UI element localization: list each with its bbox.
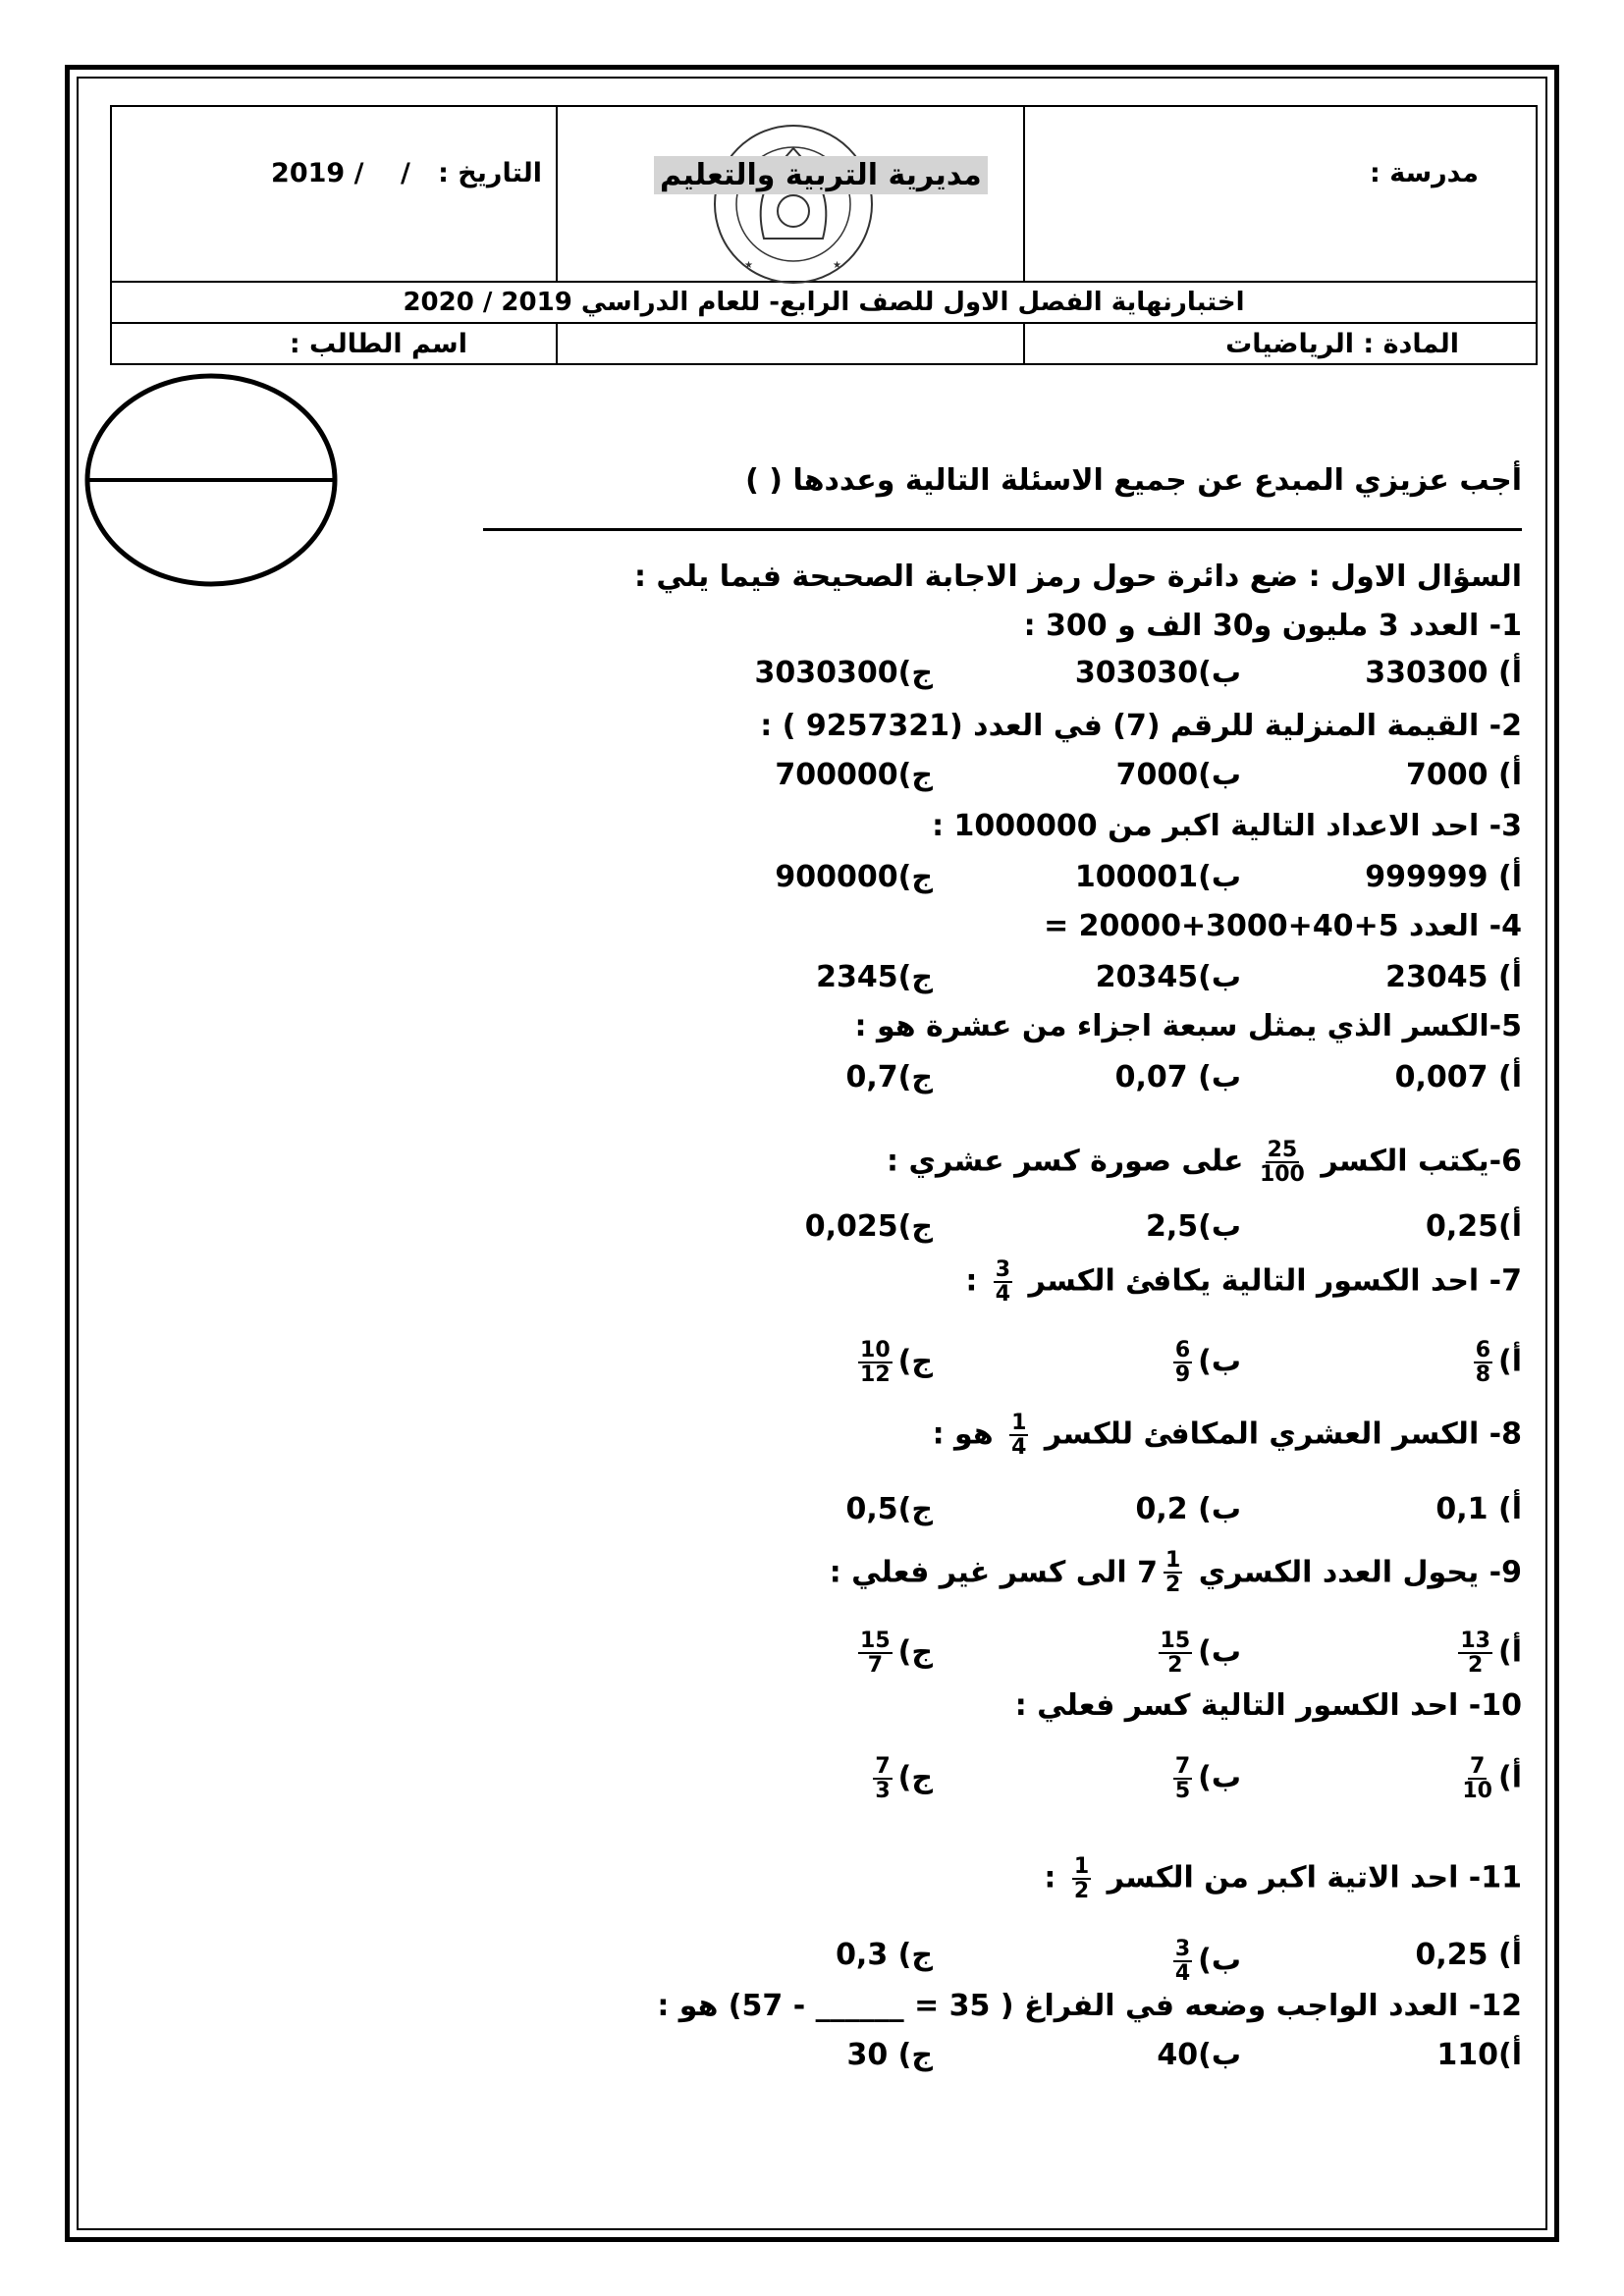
directorate-label: مديرية التربية والتعليم — [654, 156, 988, 194]
option-b[interactable] — [1167, 1938, 1241, 1985]
option-c[interactable] — [852, 1629, 933, 1677]
numerator: 1 — [1073, 1854, 1090, 1879]
question-stem-3: 3- احد الاعداد التالية اكبر من 1000000 : — [932, 809, 1522, 843]
option-fraction — [1173, 1938, 1192, 1985]
option-b[interactable]: ب) 0,07 — [1114, 1060, 1241, 1095]
directorate-cell — [557, 106, 1024, 282]
stem-text: 11- احد الاتية اكبر من الكسر — [1107, 1860, 1522, 1896]
option-c[interactable]: ج)0,025 — [804, 1209, 933, 1244]
options-row-11 — [717, 1937, 1522, 1987]
stem-text: : — [965, 1263, 978, 1299]
denominator: 2 — [1167, 1653, 1183, 1679]
numerator: 13 — [1460, 1629, 1490, 1653]
denominator: 100 — [1259, 1162, 1305, 1188]
option-prefix: ب) — [1198, 1943, 1241, 1978]
denominator: 2 — [1468, 1653, 1484, 1679]
option-b[interactable] — [1167, 1339, 1241, 1386]
option-a[interactable]: أ) 23045 — [1385, 960, 1522, 994]
option-fraction — [1462, 1755, 1492, 1802]
option-c[interactable] — [867, 1755, 933, 1802]
exam-header-table — [110, 105, 1538, 365]
option-a[interactable]: أ) 0,25 — [1415, 1938, 1522, 1972]
section-title: السؤال الاول : ضع دائرة حول رمز الاجابة الصحيحة فيما يلي : — [633, 560, 1522, 594]
school-label: مدرسة : — [1370, 158, 1479, 188]
question-stem-1: 1- العدد 3 مليون و30 الف و 300 : — [1023, 609, 1522, 643]
exam-title: اختبارنهاية الفصل الاول للصف الرابع- للعام الدراسي 2019 / 2020 — [111, 282, 1537, 323]
mixed-number — [1137, 1549, 1188, 1596]
option-c[interactable]: ج)2345 — [816, 960, 933, 994]
date-cell — [111, 106, 557, 282]
svg-text:★: ★ — [744, 260, 753, 271]
option-a[interactable] — [1468, 1339, 1522, 1386]
question-stem-6 — [887, 1139, 1522, 1186]
stem-text: 8- الكسر العشري المكافئ للكسر — [1044, 1416, 1522, 1452]
numerator: 7 — [875, 1754, 891, 1779]
question-stem-12: 12- العدد الواجب وضعه في الفراغ ( 35 = ______ - 57) هو : — [657, 1989, 1522, 2023]
question-stem-9 — [830, 1549, 1522, 1596]
option-fraction — [1173, 1339, 1192, 1386]
svg-text:★: ★ — [833, 260, 841, 271]
options-row-6 — [717, 1209, 1522, 1251]
question-stem-10: 10- احد الكسور التالية كسر فعلي : — [1014, 1688, 1522, 1723]
instructions: أجب عزيزي المبدع عن جميع الاسئلة التالية وعددها ( ) — [745, 463, 1522, 498]
numerator: 15 — [860, 1629, 891, 1653]
option-prefix: ج) — [897, 1760, 933, 1795]
option-fraction — [1159, 1629, 1193, 1677]
numerator: 3 — [1174, 1937, 1191, 1961]
option-prefix: ب) — [1198, 1634, 1241, 1670]
option-b[interactable]: ب)303030 — [1074, 656, 1241, 690]
numerator: 10 — [860, 1338, 891, 1362]
option-prefix: ب) — [1198, 1344, 1241, 1379]
option-c[interactable]: ج)0,5 — [845, 1492, 933, 1526]
option-a[interactable]: أ) 999999 — [1365, 860, 1522, 894]
option-a[interactable] — [1452, 1629, 1522, 1677]
option-fraction — [858, 1339, 893, 1386]
options-row-4 — [717, 960, 1522, 1001]
numerator: 15 — [1160, 1629, 1191, 1653]
numerator: 6 — [1475, 1338, 1490, 1362]
options-row-12 — [717, 2038, 1522, 2079]
options-row-8 — [717, 1492, 1522, 1533]
question-stem-2: 2- القيمة المنزلية للرقم (7) في العدد (9257321 ) : — [760, 709, 1522, 743]
options-row-1 — [717, 656, 1522, 697]
denominator: 10 — [1462, 1779, 1492, 1804]
option-fraction — [873, 1755, 892, 1802]
denominator: 5 — [1174, 1779, 1191, 1804]
option-prefix: أ) — [1498, 1634, 1522, 1670]
option-fraction — [1458, 1629, 1492, 1677]
option-c[interactable]: ج)900000 — [775, 860, 933, 894]
option-b[interactable]: ب)20345 — [1095, 960, 1241, 994]
denominator: 4 — [995, 1282, 1011, 1308]
option-a[interactable]: أ) 7000 — [1406, 758, 1522, 792]
option-a[interactable]: أ) 0,1 — [1435, 1492, 1522, 1526]
denominator: 8 — [1475, 1362, 1490, 1388]
option-prefix: ج) — [897, 1344, 933, 1379]
denominator: 2 — [1073, 1879, 1090, 1904]
option-fraction — [1474, 1339, 1492, 1386]
denominator: 2 — [1164, 1573, 1181, 1598]
question-stem-8 — [933, 1412, 1522, 1459]
question-stem-7 — [965, 1258, 1522, 1306]
denominator: 12 — [860, 1362, 891, 1388]
denominator: 9 — [1174, 1362, 1191, 1388]
score-circle — [84, 373, 338, 587]
numerator: 1 — [1011, 1411, 1027, 1435]
option-fraction — [858, 1629, 893, 1677]
option-prefix: ب) — [1198, 1760, 1241, 1795]
stem-text: 9- يحول العدد الكسري — [1198, 1555, 1522, 1590]
stem-fraction — [1164, 1549, 1182, 1596]
option-a[interactable]: أ)0,25 — [1425, 1209, 1522, 1244]
option-c[interactable] — [852, 1339, 933, 1386]
option-a[interactable] — [1456, 1755, 1522, 1802]
question-stem-11 — [1044, 1855, 1522, 1902]
date-label: التاريخ : / / 2019 — [271, 158, 542, 188]
option-prefix: أ) — [1498, 1760, 1522, 1795]
numerator: 25 — [1267, 1138, 1298, 1162]
denominator: 7 — [867, 1653, 883, 1679]
option-b[interactable]: ب)2,5 — [1145, 1209, 1241, 1244]
options-row-7 — [717, 1338, 1522, 1388]
question-stem-5: 5-الكسر الذي يمثل سبعة اجزاء من عشرة هو : — [854, 1009, 1522, 1043]
denominator: 4 — [1011, 1435, 1027, 1461]
numerator: 3 — [995, 1257, 1011, 1282]
stem-fraction — [1009, 1412, 1028, 1459]
options-row-3 — [717, 860, 1522, 901]
options-row-5 — [717, 1060, 1522, 1101]
option-b[interactable]: ب)40 — [1157, 2038, 1241, 2072]
option-c[interactable]: ج)700000 — [775, 758, 933, 792]
stem-fraction — [1072, 1855, 1091, 1902]
subject-label: المادة : الرياضيات — [1024, 323, 1537, 364]
stem-text: 6-يكتب الكسر — [1321, 1144, 1522, 1179]
ministry-emblem-icon — [705, 121, 882, 288]
separator-line — [483, 528, 1522, 531]
stem-fraction — [994, 1258, 1012, 1306]
stem-fraction — [1260, 1139, 1305, 1186]
option-a[interactable]: أ) 330300 — [1365, 656, 1522, 690]
option-b[interactable] — [1167, 1755, 1241, 1802]
question-stem-4: 4- العدد 5+40+3000+20000 = — [1044, 909, 1522, 943]
numerator: 7 — [1470, 1754, 1486, 1779]
option-c[interactable]: ج)3030300 — [754, 656, 933, 690]
school-cell — [1024, 106, 1537, 282]
option-a[interactable]: أ)110 — [1436, 2038, 1522, 2072]
denominator: 3 — [875, 1779, 891, 1804]
option-fraction — [1173, 1755, 1192, 1802]
denominator: 4 — [1174, 1961, 1191, 1987]
stem-text: الى كسر غير فعلي : — [829, 1555, 1127, 1590]
stem-text: على صورة كسر عشري : — [887, 1144, 1244, 1179]
student-name-field[interactable] — [557, 323, 1024, 364]
options-row-10 — [717, 1754, 1522, 1804]
numerator: 7 — [1174, 1754, 1191, 1779]
options-row-9 — [717, 1629, 1522, 1679]
stem-text: : — [1044, 1860, 1056, 1896]
whole-part: 7 — [1137, 1555, 1158, 1590]
student-name-label: اسم الطالب : — [111, 323, 557, 364]
option-c[interactable]: ج) 30 — [846, 2038, 933, 2072]
option-prefix: أ) — [1498, 1344, 1522, 1379]
option-b[interactable]: ب) 0,2 — [1135, 1492, 1241, 1526]
option-c[interactable]: ج)0,7 — [845, 1060, 933, 1095]
stem-text: 7- احد الكسور التالية يكافئ الكسر — [1028, 1263, 1522, 1299]
option-b[interactable]: ب)100001 — [1074, 860, 1241, 894]
option-b[interactable]: ب)7000 — [1115, 758, 1241, 792]
option-a[interactable]: أ) 0,007 — [1394, 1060, 1522, 1095]
options-row-2 — [717, 758, 1522, 799]
numerator: 1 — [1164, 1548, 1181, 1573]
option-prefix: ج) — [897, 1634, 933, 1670]
option-c[interactable]: ج) 0,3 — [836, 1938, 933, 1972]
stem-text: هو : — [932, 1416, 994, 1452]
option-b[interactable] — [1153, 1629, 1241, 1677]
numerator: 6 — [1174, 1338, 1191, 1362]
